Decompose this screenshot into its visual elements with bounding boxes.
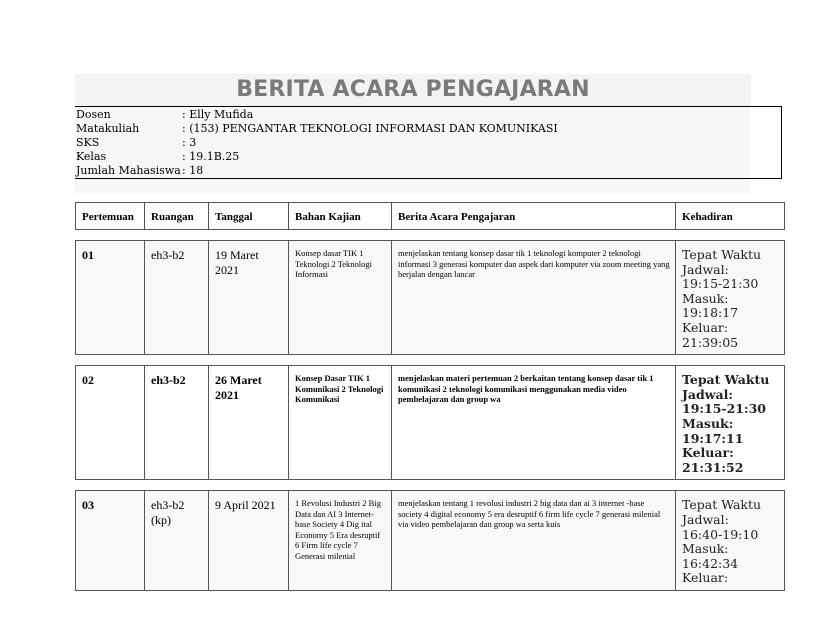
- ruangan-cell: eh3-b2: [151, 248, 185, 262]
- kehadiran-line: Tepat Waktu: [682, 372, 770, 388]
- bahan-kajian-cell: 1 Revolusi Industri 2 Big Data dan AI 3 Internet-base Society 4 Dig ital Economy 5 Era desruptif 6 Firm life cycle 7 Generasi milenial: [295, 498, 381, 561]
- kehadiran-line: 19:18:17: [682, 305, 739, 321]
- bahan-kajian-cell: Konsep dasar TIK 1 Teknologi 2 Teknologi Informasi: [295, 248, 373, 279]
- kehadiran-cell: [676, 241, 784, 354]
- pertemuan-cell: 03: [82, 498, 94, 513]
- info-value: : (153) PENGANTAR TEKNOLOGI INFORMASI DAN KOMUNIKASI: [182, 122, 558, 135]
- table-row: [76, 241, 785, 355]
- kehadiran-line: 16:42:34: [682, 555, 739, 571]
- kehadiran-line: 19:15-21:30: [682, 276, 759, 292]
- kehadiran-line: Tepat Waktu: [682, 497, 762, 513]
- berita-acara-cell: menjelaskan tentang konsep dasar tik 1 teknologi komputer 2 teknologi informasi 3 generasi komputer dan aspek dari komputer via zoom meeting yang berjalan dengan lancar: [398, 248, 670, 279]
- kehadiran-line: 19:17:11: [682, 430, 744, 446]
- header-kehadiran: Kehadiran: [676, 203, 785, 230]
- kehadiran-cell: [676, 366, 784, 479]
- kehadiran-line: Tepat Waktu: [682, 247, 762, 262]
- berita-acara-cell: menjelaskan tentang 1 revolusi industri 2 big data dan ai 3 internet -base society 4 digital economy 5 era desruptif 6 firm life cycle 7 generasi milenial via video pembelajaran dan group wa serta kuis: [398, 498, 661, 530]
- header-bahan-kajian: Bahan Kajian: [289, 203, 392, 230]
- info-value: : 18: [182, 164, 204, 177]
- kehadiran-cell: [676, 491, 784, 590]
- tanggal-cell: 9 April 2021: [215, 498, 276, 513]
- info-value: : Elly Mufida: [182, 108, 254, 121]
- kehadiran-line: Masuk:: [682, 415, 734, 431]
- attendance-table: [75, 202, 785, 591]
- header-berita-acara: Berita Acara Pengajaran: [392, 203, 676, 230]
- table-row: [76, 491, 785, 591]
- kehadiran-line: Jadwal:: [682, 386, 733, 402]
- pertemuan-cell: 01: [82, 248, 94, 262]
- ruangan-cell: eh3-b2 (kp): [151, 498, 185, 528]
- pertemuan-cell: 02: [82, 373, 94, 388]
- table-row: [76, 366, 785, 480]
- info-value: : 19.1B.25: [182, 150, 240, 163]
- header-pertemuan: Pertemuan: [76, 203, 145, 230]
- ruangan-cell: eh3-b2: [151, 373, 186, 388]
- page-title: BERITA ACARA PENGAJARAN: [236, 77, 590, 102]
- kehadiran-line: Jadwal:: [682, 261, 729, 277]
- kehadiran-line: 21:39:05: [682, 334, 739, 350]
- info-label: Kelas: [76, 150, 107, 163]
- kehadiran-line: 16:40-19:10: [682, 526, 759, 542]
- info-label: Jumlah Mahasiswa: [76, 164, 181, 177]
- info-value: : 3: [182, 136, 197, 149]
- kehadiran-line: Keluar:: [682, 570, 729, 586]
- kehadiran-line: Keluar:: [682, 319, 729, 335]
- tanggal-cell: 26 Maret 2021: [215, 373, 262, 403]
- kehadiran-line: Jadwal:: [682, 511, 729, 527]
- table-header-row: [76, 203, 785, 230]
- berita-acara-cell: menjelaskan materi pertemuan 2 berkaitan tentang konsep dasar tik 1 komunikasi 2 teknologi komunikasi menggunakan media video pembelajaran dan group wa: [398, 373, 654, 405]
- kehadiran-line: Keluar:: [682, 445, 734, 461]
- info-label: SKS: [76, 136, 100, 149]
- info-label: Dosen: [76, 108, 111, 121]
- kehadiran-line: Masuk:: [682, 290, 729, 306]
- kehadiran-line: Masuk:: [682, 541, 729, 557]
- bahan-kajian-cell: Konsep Dasar TIK 1 Komunikasi 2 Teknologi Komunikasi: [295, 373, 384, 405]
- kehadiran-line: 21:31:52: [682, 459, 744, 475]
- tanggal-cell: 19 Maret 2021: [215, 248, 259, 277]
- header-ruangan: Ruangan: [145, 203, 209, 230]
- info-label: Matakuliah: [76, 122, 140, 135]
- kehadiran-line: 19:15-21:30: [682, 401, 766, 417]
- header-tanggal: Tanggal: [209, 203, 289, 230]
